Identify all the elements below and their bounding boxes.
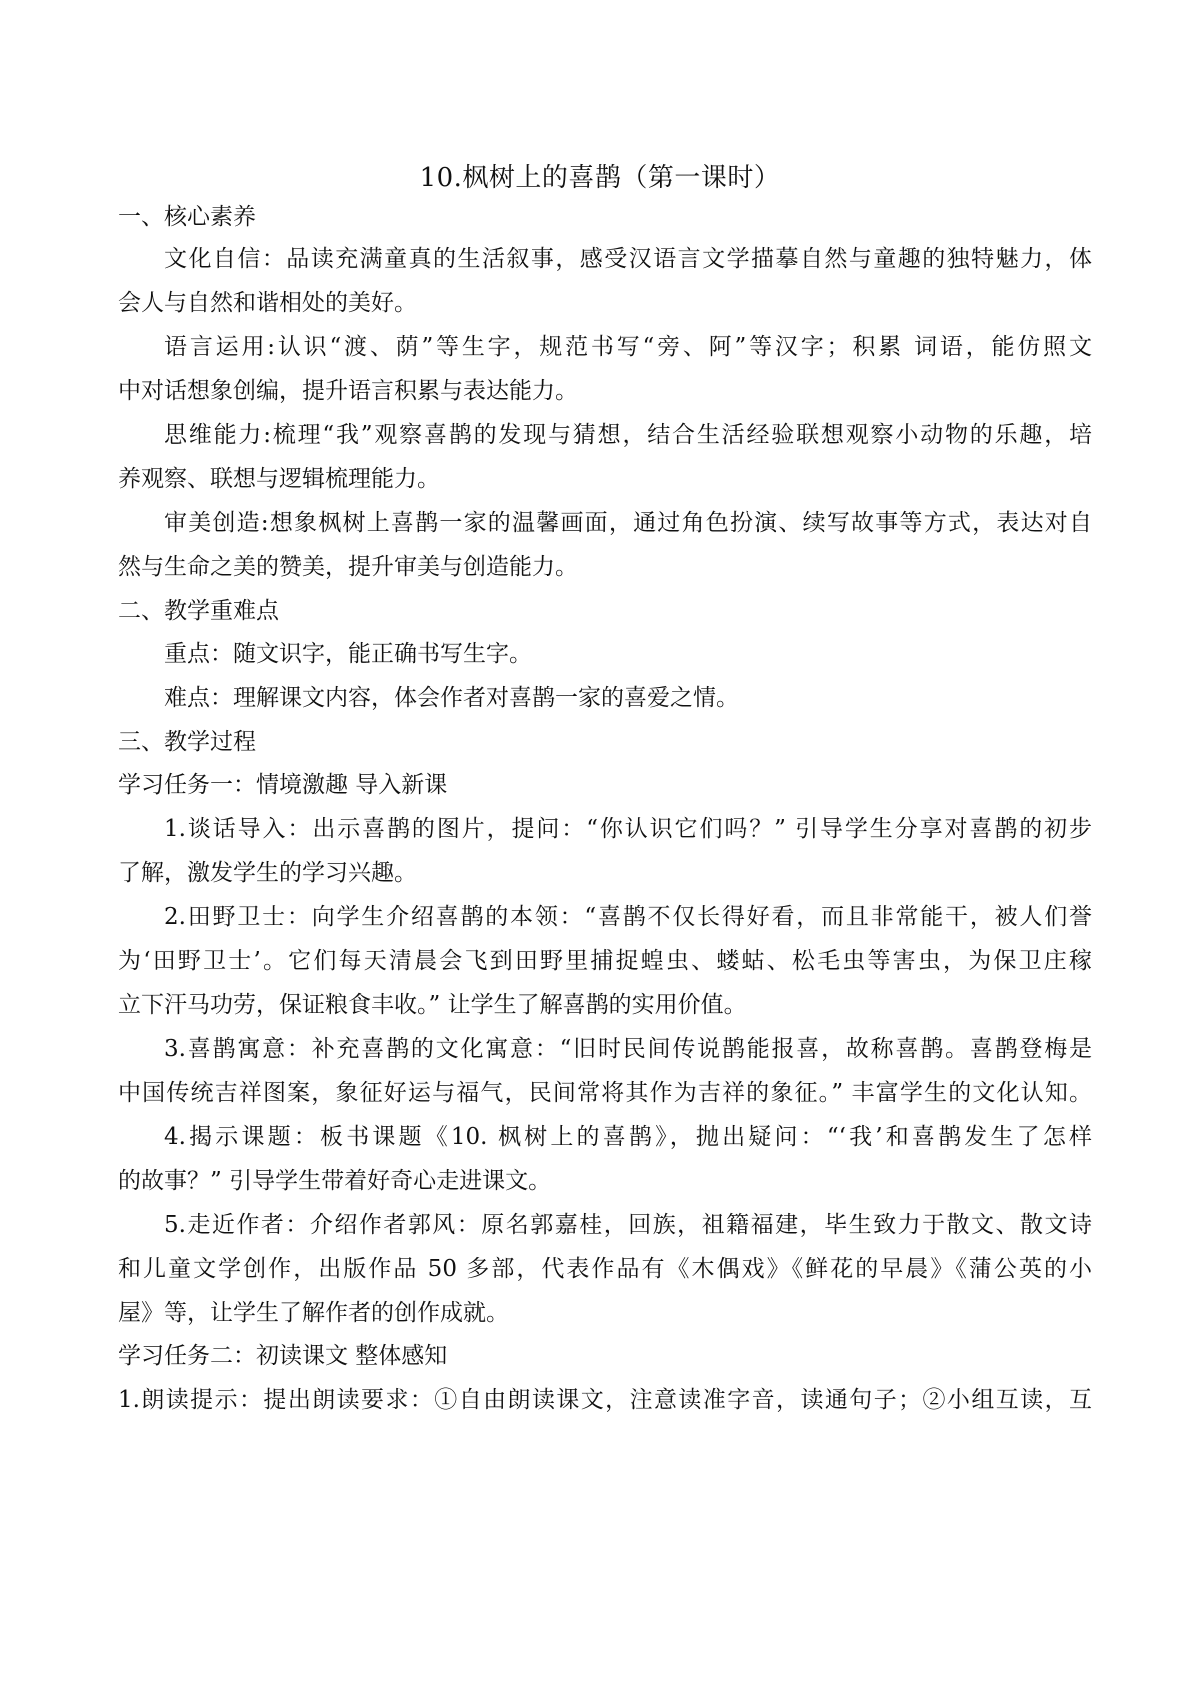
- paragraph-line: 语言运用:认识“渡、荫”等生字，规范书写“旁、阿”等汉字；积累 词语，能仿照文: [164, 334, 1092, 360]
- paragraph-line: 5.走近作者：介绍作者郭风：原名郭嘉桂，回族，祖籍福建，毕生致力于散文、散文诗: [164, 1212, 1092, 1238]
- section-heading-key: 二、教学重难点: [118, 598, 279, 624]
- section-heading-core: 一、核心素养: [118, 204, 256, 230]
- paragraph-line: 3.喜鹊寓意：补充喜鹊的文化寓意：“旧时民间传说鹊能报喜，故称喜鹊。喜鹊登梅是: [164, 1036, 1092, 1062]
- paragraph-line: 思维能力:梳理“我”观察喜鹊的发现与猜想，结合生活经验联想观察小动物的乐趣，培: [164, 422, 1092, 448]
- paragraph-line: 为‘田野卫士’。它们每天清晨会飞到田野里捕捉蝗虫、蝼蛄、松毛虫等害虫，为保卫庄稼: [118, 948, 1092, 974]
- paragraph-line: 会人与自然和谐相处的美好。: [118, 290, 417, 316]
- paragraph-line: 1.朗读提示：提出朗读要求：①自由朗读课文，注意读准字音，读通句子；②小组互读，互: [118, 1387, 1092, 1413]
- paragraph-line: 的故事？” 引导学生带着好奇心走进课文。: [118, 1168, 552, 1194]
- task-heading-1: 学习任务一：情境激趣 导入新课: [118, 772, 448, 798]
- section-heading-process: 三、教学过程: [118, 729, 256, 755]
- paragraph-line: 立下汗马功劳，保证粮食丰收。” 让学生了解喜鹊的实用价值。: [118, 992, 747, 1018]
- paragraph-line: 2.田野卫士：向学生介绍喜鹊的本领：“喜鹊不仅长得好看，而且非常能干，被人们誉: [164, 904, 1092, 930]
- paragraph-line: 4.揭示课题：板书课题《10. 枫树上的喜鹊》，抛出疑问：“‘我’和喜鹊发生了怎样: [164, 1124, 1092, 1150]
- paragraph-line: 审美创造:想象枫树上喜鹊一家的温馨画面，通过角色扮演、续写故事等方式，表达对自: [164, 510, 1092, 536]
- focus-text: 重点：随文识字，能正确书写生字。: [164, 641, 532, 667]
- paragraph-line: 然与生命之美的赞美，提升审美与创造能力。: [118, 554, 578, 580]
- paragraph-line: 中对话想象创编，提升语言积累与表达能力。: [118, 378, 578, 404]
- paragraph-line: 了解，激发学生的学习兴趣。: [118, 860, 417, 886]
- paragraph-line: 和儿童文学创作，出版作品 50 多部，代表作品有《木偶戏》《鲜花的早晨》《蒲公英的小: [118, 1256, 1092, 1282]
- paragraph-line: 文化自信：品读充满童真的生活叙事，感受汉语言文学描摹自然与童趣的独特魅力，体: [164, 246, 1092, 272]
- paragraph-line: 养观察、联想与逻辑梳理能力。: [118, 466, 440, 492]
- paragraph-line: 中国传统吉祥图案，象征好运与福气，民间常将其作为吉祥的象征。” 丰富学生的文化认知。: [118, 1080, 1092, 1106]
- page-title: 10.枫树上的喜鹊（第一课时）: [419, 163, 781, 193]
- paragraph-line: 1.谈话导入：出示喜鹊的图片，提问：“你认识它们吗？” 引导学生分享对喜鹊的初步: [164, 816, 1092, 842]
- difficulty-text: 难点：理解课文内容，体会作者对喜鹊一家的喜爱之情。: [164, 685, 739, 711]
- paragraph-line: 屋》等，让学生了解作者的创作成就。: [118, 1300, 509, 1326]
- task-heading-2: 学习任务二：初读课文 整体感知: [118, 1343, 448, 1369]
